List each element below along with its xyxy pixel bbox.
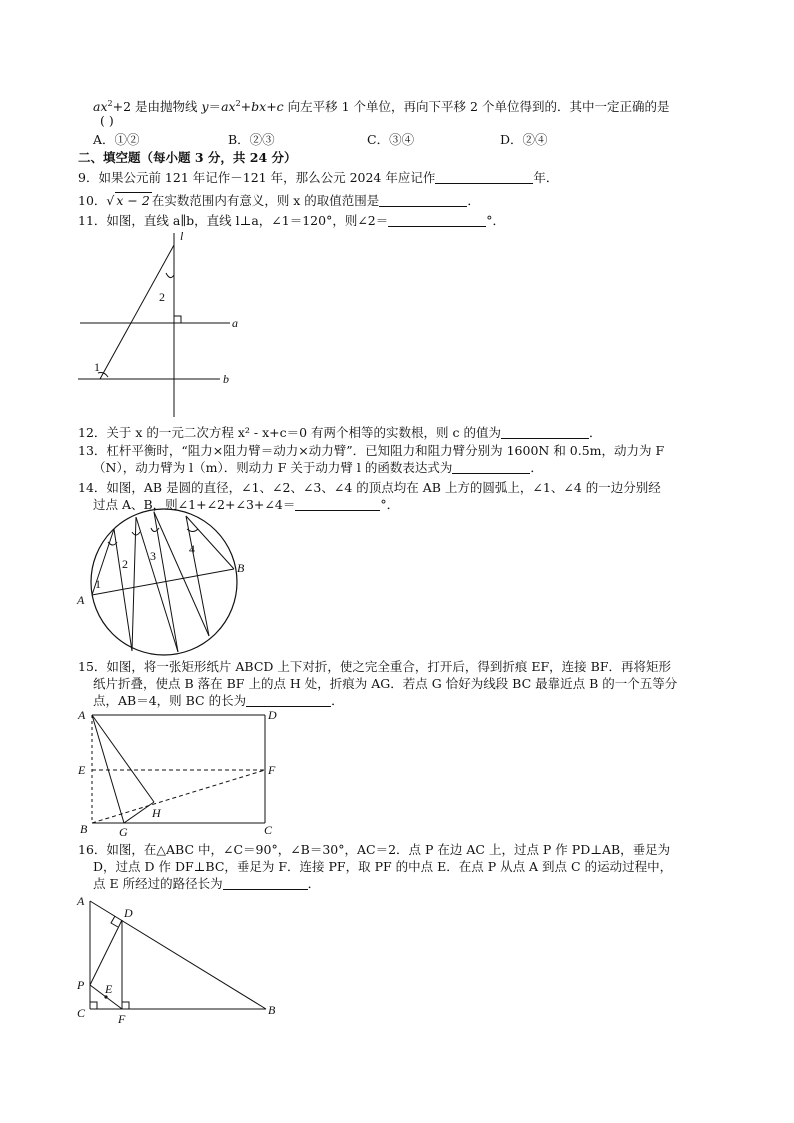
q11: 11．如图，直线 a∥b，直线 l⊥a，∠1＝120°，则∠2＝ °． <box>78 213 506 228</box>
q16-figure <box>74 893 294 1028</box>
label-e: E <box>105 982 113 996</box>
q15-figure <box>74 707 294 842</box>
side-ab <box>90 901 266 1009</box>
crease-ag <box>92 715 124 823</box>
label-c: C <box>264 823 273 837</box>
angle2-arc <box>166 273 174 278</box>
label-f: F <box>268 763 276 777</box>
q15-answer-blank[interactable] <box>246 693 331 707</box>
label-g: G <box>119 825 128 839</box>
q9: 9．如果公元前 121 年记作－121 年，那么公元 2024 年应记作 年． <box>78 170 559 185</box>
label-angle3: 3 <box>150 549 156 563</box>
label-angle1: 1 <box>95 577 101 591</box>
q16-line3: 点 E 所经过的路径长为 ． <box>93 876 321 891</box>
label-b: b <box>223 372 229 386</box>
label-b: B <box>237 561 245 575</box>
q8-answer-paren: ( ) <box>100 113 114 128</box>
diameter-ab <box>92 569 234 595</box>
segment-ah <box>92 715 154 802</box>
q12: 12．关于 x 的一元二次方程 x² - x+c＝0 有两个相等的实数根，则 c 的值为 ． <box>78 425 602 440</box>
q14-figure <box>74 512 254 657</box>
label-e: E <box>78 763 86 777</box>
q10-answer-blank[interactable] <box>379 193 467 207</box>
q16-answer-blank[interactable] <box>223 876 308 890</box>
q8-option-b: B．②③ <box>228 132 275 147</box>
q8-option-d: D．②④ <box>500 132 548 147</box>
q16-line1: 16．如图，在△ABC 中，∠C＝90°，∠B＝30°，AC＝2．点 P 在边 AC 上，过点 P 作 PD⊥AB，垂足为 <box>78 842 671 857</box>
q16-line2: D，过点 D 作 DF⊥BC，垂足为 F．连接 PF，取 PF 的中点 E．在点 P 从点 A 到点 C 的运动过程中， <box>93 859 673 874</box>
right-angle-mark <box>174 316 181 323</box>
q15-line1: 15．如图，将一张矩形纸片 ABCD 上下对折，使之完全重合，打开后，得到折痕 EF，连接 BF．再将矩形 <box>78 659 671 674</box>
label-a: A <box>77 593 85 607</box>
q15-line2: 纸片折叠，使点 B 落在 BF 上的点 H 处，折痕为 AG．若点 G 恰好为线段 BC 最靠近点 B 的一个五等分 <box>93 676 678 691</box>
label-d: D <box>268 708 277 722</box>
sqrt-icon: √ <box>106 193 115 208</box>
label-a: A <box>77 894 85 908</box>
label-f: F <box>118 1012 126 1026</box>
q12-answer-blank[interactable] <box>501 425 589 439</box>
q13-line1: 13．杠杆平衡时，“阻力×阻力臂＝动力×动力臂”．已知阻力和阻力臂分别为 1600N 和 0.5m，动力为 F <box>78 443 665 458</box>
label-l: l <box>180 229 184 243</box>
q15-line3: 点，AB＝4，则 BC 的长为 ． <box>93 693 344 708</box>
label-angle2: 2 <box>122 557 128 571</box>
segment-hg <box>124 802 154 823</box>
q14-answer-blank[interactable] <box>295 497 380 511</box>
label-b: B <box>268 1003 276 1017</box>
q10: 10．√ x − 2 在实数范围内有意义，则 x 的取值范围是 ． <box>78 193 480 208</box>
segment-bf <box>92 770 265 823</box>
q14-line2: 过点 A、B，则∠1+∠2+∠3+∠4＝ °． <box>93 497 400 512</box>
transversal <box>100 245 174 379</box>
label-d: D <box>124 906 133 920</box>
label-b: B <box>80 822 88 836</box>
q14-line1: 14．如图，AB 是圆的直径，∠1、∠2、∠3、∠4 的顶点均在 AB 上方的圆弧上，∠1、∠4 的一边分别经 <box>78 480 661 495</box>
label-a: A <box>78 708 86 722</box>
segment-pd <box>90 920 122 985</box>
label-c: C <box>77 1006 86 1020</box>
q8-line1: $ax^2+2$ 是由抛物线 $y=ax^2+bx+c$ 向左平移 1 个单位，再向下平移 2 个单位得到的．其中一定正确的是 <box>93 99 670 114</box>
label-angle2: 2 <box>159 290 165 304</box>
label-p: P <box>77 978 85 992</box>
q11-answer-blank[interactable] <box>388 213 486 227</box>
q13-line2: （N），动力臂为 l（m）．则动力 F 关于动力臂 l 的函数表达式为 ． <box>93 460 543 475</box>
q11-figure <box>70 225 270 420</box>
label-angle4: 4 <box>189 542 195 556</box>
q8-option-c: C．③④ <box>367 132 415 147</box>
label-angle1: 1 <box>94 360 100 374</box>
q9-answer-blank[interactable] <box>435 170 533 184</box>
section-title: 二、填空题（每小题 3 分，共 24 分） <box>78 150 297 165</box>
label-a: a <box>232 316 238 330</box>
q13-answer-blank[interactable] <box>452 460 530 474</box>
q8-option-a: A．①② <box>93 132 140 147</box>
label-h: H <box>152 806 161 820</box>
